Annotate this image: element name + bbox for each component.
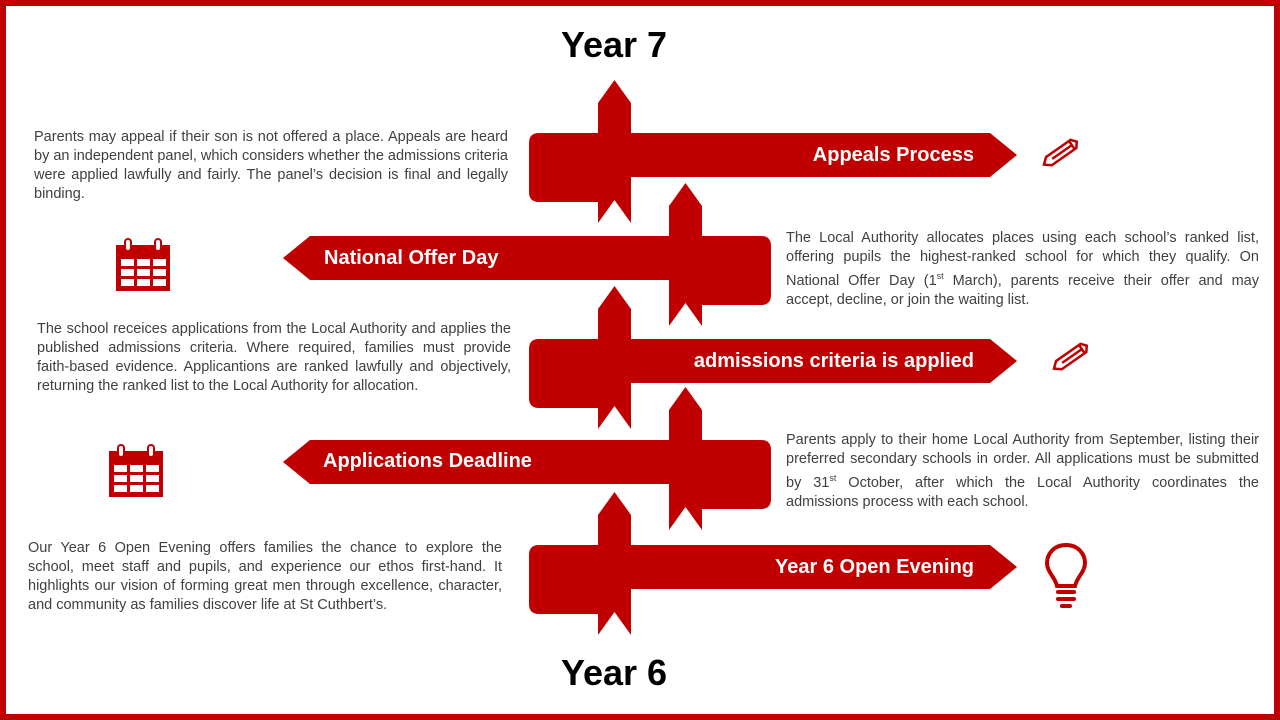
- step-label-appeals: Appeals Process: [812, 144, 974, 166]
- title-year6: Year 6: [560, 652, 668, 693]
- desc-open-evening: Our Year 6 Open Evening offers families the chance to explore the school, meet staff and pupils, and experience our ethos first-hand. It highlights our vision of forming great men through excellence, character, and community as families discover life at St Cuthbert’s.: [28, 540, 502, 613]
- step-label-offer-day: National Offer Day: [324, 247, 499, 269]
- desc-deadline: Parents apply to their home Local Authority from September, listing their preferred secondary schools in order. All applications must be submitted by 31st October, after which the Local Authority coordinates the admissions process with each school.: [786, 432, 1259, 510]
- desc-offer-day: The Local Authority allocates places using each school’s ranked list, offering pupils the highest-ranked school for which they qualify. On National Offer Day (1st March), parents receive their offer and may accept, decline, or join the waiting list.: [786, 230, 1259, 308]
- calendar-icon: [115, 237, 171, 293]
- calendar-icon: [108, 443, 164, 499]
- lightbulb-icon: [1044, 542, 1088, 610]
- step-label-admissions: admissions criteria is applied: [693, 350, 974, 372]
- step-label-open-evening: Year 6 Open Evening: [775, 556, 974, 578]
- pencil-icon: [1050, 338, 1094, 374]
- pencil-icon: [1040, 134, 1084, 170]
- title-year7: Year 7: [560, 24, 668, 65]
- desc-admissions: The school receices applications from the Local Authority and applies the published admissions criteria. Where required, families must provide faith-based evidence. Applicantions are ranked lawfully and objectively, returning the ranked list to the Local Authority for allocation.: [37, 321, 511, 394]
- step-label-deadline: Applications Deadline: [323, 450, 532, 472]
- desc-appeals: Parents may appeal if their son is not offered a place. Appeals are heard by an independent panel, which considers whether the admissions criteria were applied lawfully and fairly. The panel’s decision is final and legally binding.: [34, 129, 508, 202]
